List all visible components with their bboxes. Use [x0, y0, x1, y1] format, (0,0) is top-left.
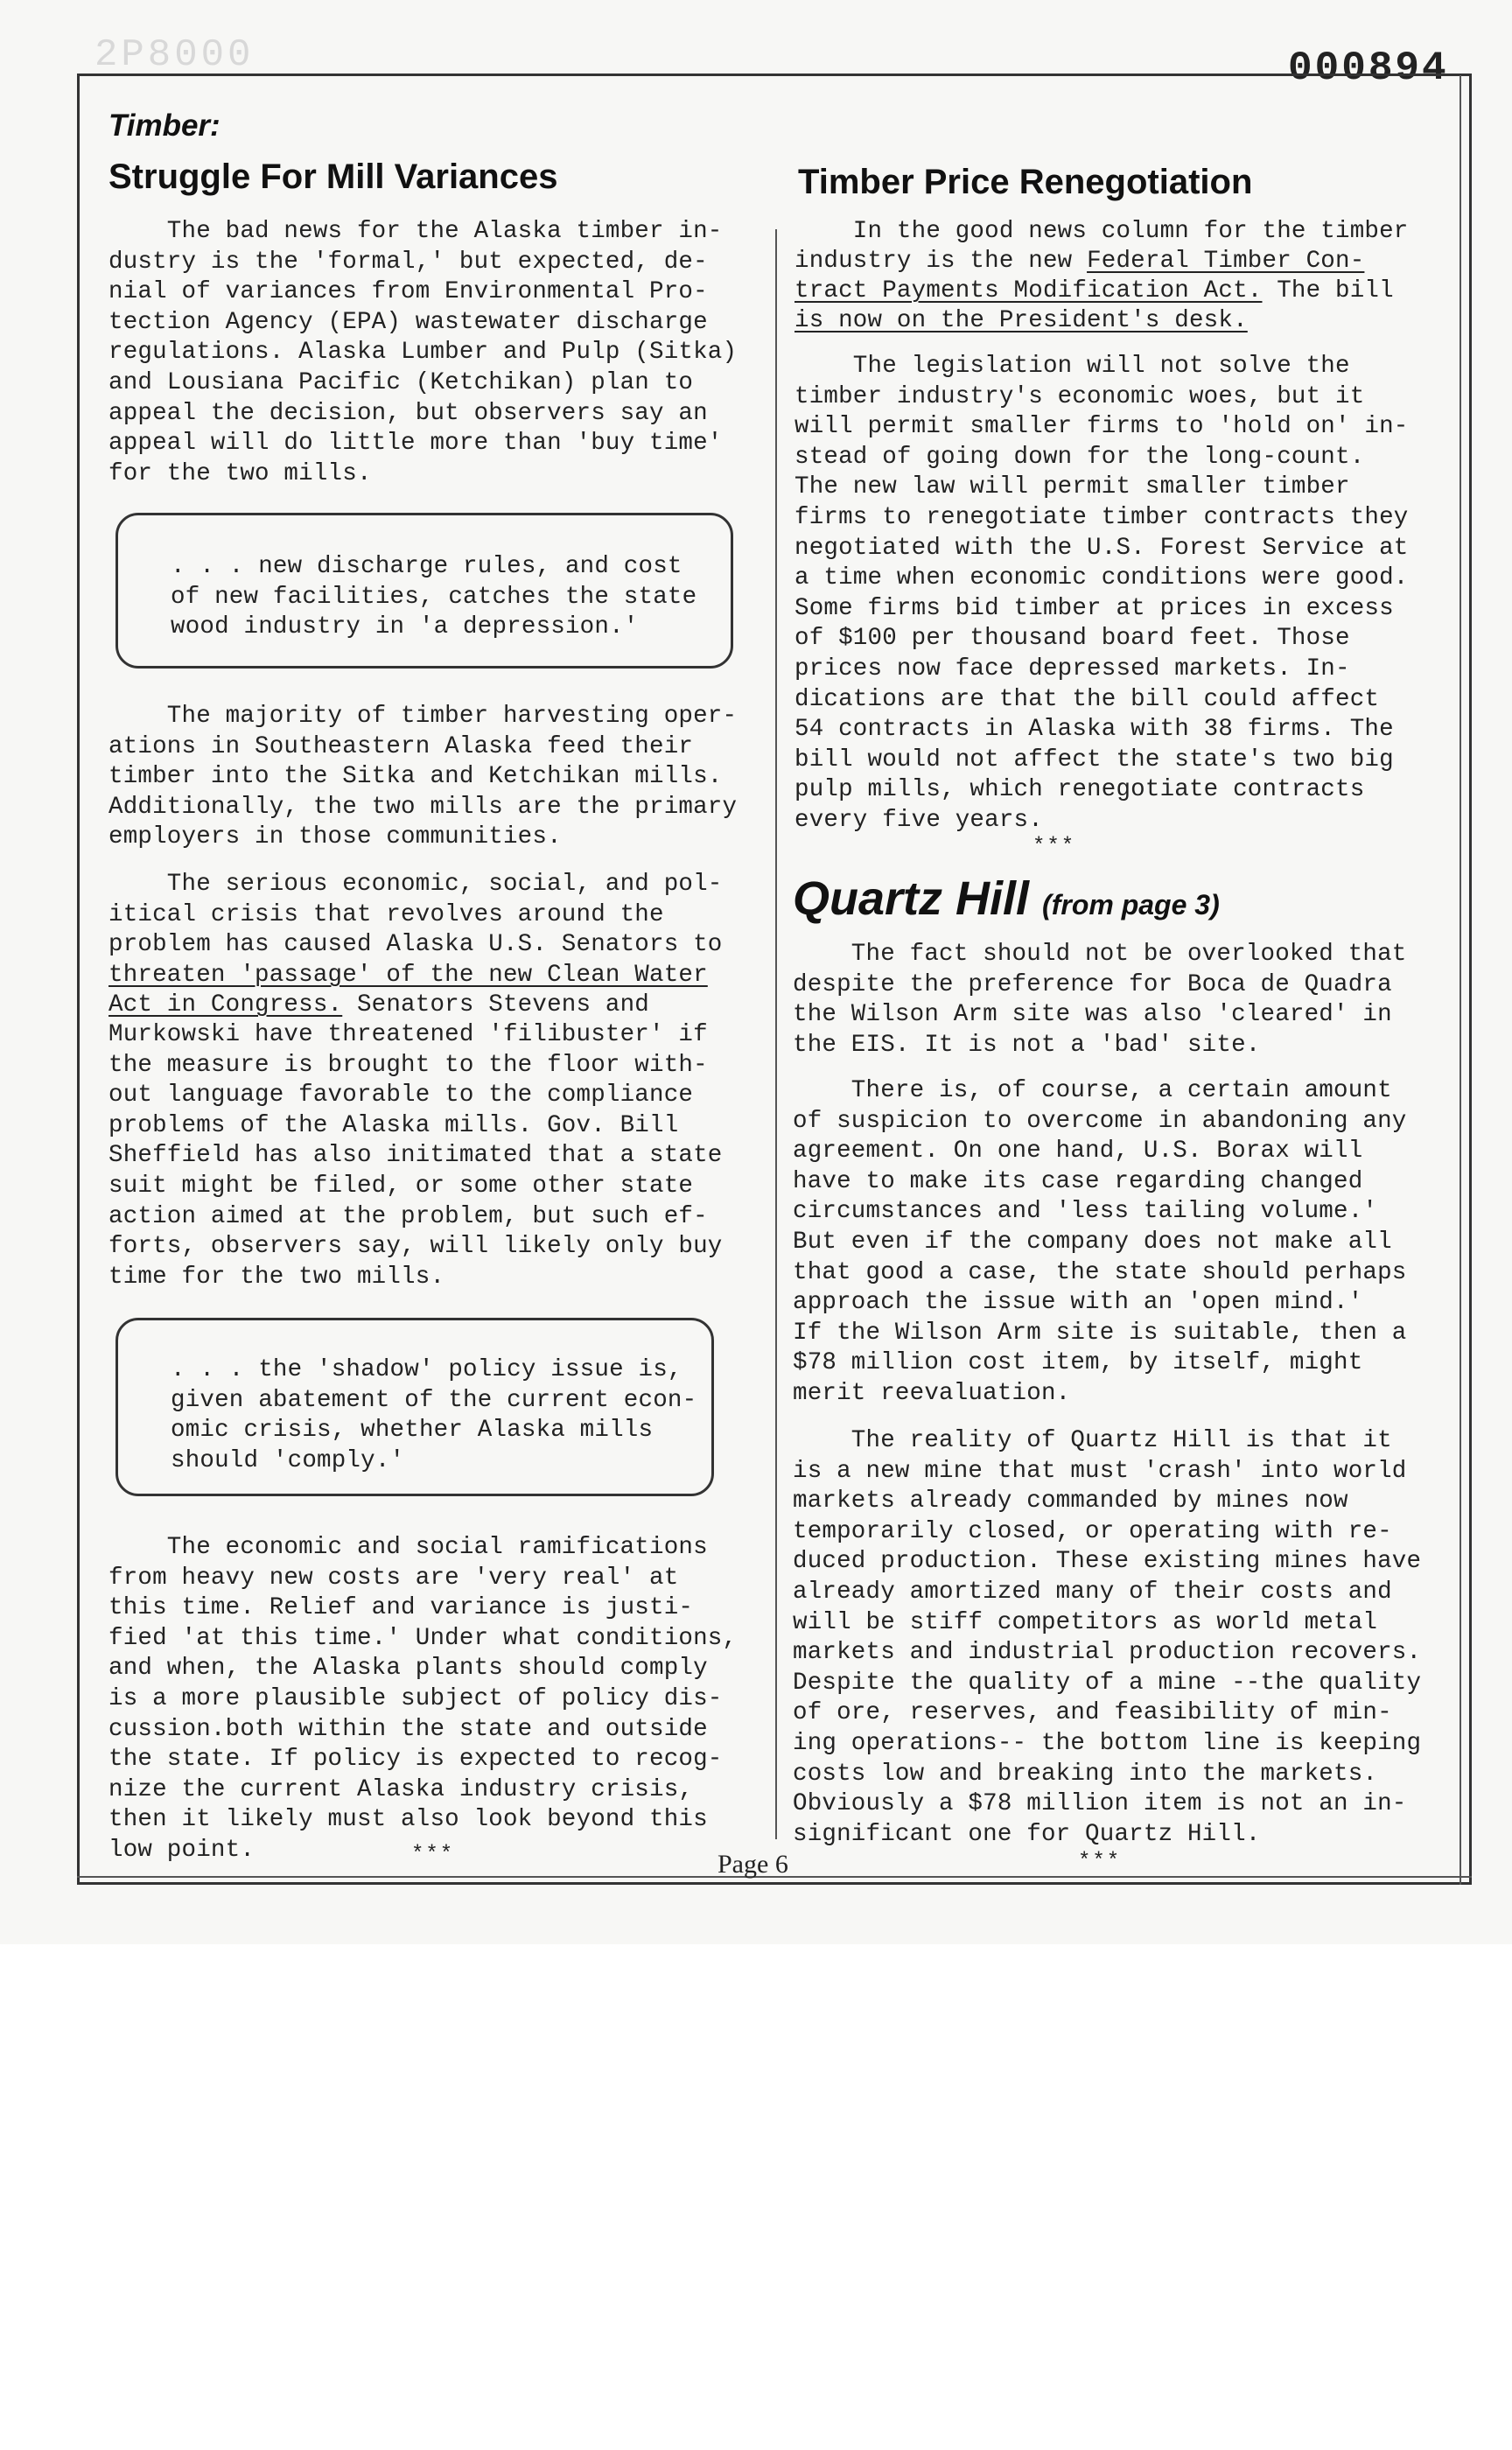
right-para-1-line-3-suffix: The bill	[1262, 277, 1394, 304]
pull-quote-2	[116, 1318, 714, 1496]
column-divider	[775, 229, 777, 1839]
bates-number: 000894	[1288, 46, 1449, 91]
left-para-3-underlined-line	[108, 961, 708, 991]
faint-stamp: 2P8000	[94, 33, 255, 77]
left-para-1: The bad news for the Alaska timber in- dustry is the 'formal,' but expected, de- nial of variances from Environmental Pro- tection Agency (EPA) wastewater discharge regulations. Alaska Lumber and Pulp (Sitka) and Lousiana Pacific (Ketchikan) plan to appeal the decision, but observers say an appeal will do little more than 'buy time' for the two mills.	[108, 218, 738, 487]
right-para-1-line-1: In the good news column for the timber	[794, 218, 1409, 245]
right-para-1-line-2	[794, 247, 1364, 277]
right-para-1-line-4	[794, 306, 1248, 337]
quartz-para-2: There is, of course, a certain amount of suspicion to overcome in abandoning any agreement. On one hand, U.S. Borax will have to make its case regarding changed circumstances and 'less tailing volume.' But even if the company does not make all that good a case, the state should perhaps approach the issue with an 'open mind.' If the Wilson Arm site is suitable, then a $78 million cost item, by itself, might merit reevaluation.	[793, 1077, 1407, 1407]
clean-water-act-underline-1: threaten 'passage' of the new Clean Water	[108, 962, 708, 989]
left-end-mark: ***	[411, 1843, 455, 1866]
left-headline: Struggle For Mill Variances	[108, 158, 558, 196]
page-number: Page 6	[718, 1850, 788, 1879]
right-para-2: The legislation will not solve the timber industry's economic woes, but it will permit smaller firms to 'hold on' in- stead of going down for the long-count. The new law will permit smaller timber firms to renegotiate timber contracts they negotiated with the U.S. Forest Service at a time when economic conditions were good. Some firms bid timber at prices in excess of $100 per thousand board feet. Those prices now face depressed markets. In- dications are that the bill could affect 54 contracts in Alaska with 38 firms. The bill would not affect the state's two big pulp mills, which renegotiate contracts every five years.	[794, 353, 1409, 834]
timber-act-underline-2: tract Payments Modification Act.	[794, 277, 1263, 304]
right-para-1-line-2-prefix: industry is the new	[794, 248, 1088, 275]
right-headline-2	[793, 872, 1220, 926]
pull-quote-2-text: . . . the 'shadow' policy issue is, given abatement of the current econ- omic crisis, whether Alaska mills should 'comply.'	[171, 1356, 697, 1474]
left-para-3-end: Murkowski have threatened 'filibuster' if the measure is brought to the floor with- out language favorable to the compliance problems of the Alaska mills. Gov. Bill Sheffield has also initimated that a state suit might be filed, or some other state action aimed at the problem, but such ef- forts, observers say, will likely only buy time for the two mills.	[108, 1021, 723, 1291]
clean-water-act-underline-2: Act in Congress.	[108, 991, 343, 1018]
quartz-para-1: The fact should not be overlooked that despite the preference for Boca de Quadra the Wilson Arm site was also 'cleared' in the EIS. It is not a 'bad' site.	[793, 941, 1407, 1059]
left-para-3-mixed-line	[108, 990, 649, 1021]
quartz-hill-subtitle: (from page 3)	[1042, 889, 1220, 920]
left-para-3-after-underline: Senators Stevens and	[342, 991, 650, 1018]
left-para-4: The economic and social ramifications from heavy new costs are 'very real' at this time. Relief and variance is justi- fied 'at this time.' Under what conditions, and when, the Alaska plants should comply is a more plausible subject of policy dis- cussion.both within the state and outside the state. If policy is expected to recog- nize the current Alaska industry crisis, then it likely must also look beyond this low point.	[108, 1534, 738, 1864]
left-para-2: The majority of timber harvesting oper- ations in Southeastern Alaska feed their timber into the Sitka and Ketchikan mills. Additionally, the two mills are the primary employers in those communities.	[108, 703, 738, 851]
frame-double-line-right	[1460, 75, 1461, 1885]
right-1-end-mark: ***	[1032, 835, 1076, 858]
timber-act-underline-1: Federal Timber Con-	[1087, 248, 1365, 275]
right-2-end-mark: ***	[1078, 1850, 1122, 1873]
timber-act-underline-3: is now on the President's desk.	[794, 307, 1248, 334]
pull-quote-1-text: . . . new discharge rules, and cost of new facilities, catches the state wood industry in 'a depression.'	[171, 553, 697, 641]
pull-quote-1	[116, 513, 733, 668]
right-para-1-line-3	[794, 276, 1394, 307]
right-headline-1: Timber Price Renegotiation	[798, 163, 1253, 201]
quartz-para-3: The reality of Quartz Hill is that it is a new mine that must 'crash' into world markets already commanded by mines now temporarily closed, or operating with re- duced production. These existing mines have already amortized many of their costs and will be stiff competitors as world metal markets and industrial production recovers. Despite the quality of a mine --the quality of ore, reserves, and feasibility of min- ing operations-- the bottom line is keeping costs low and breaking into the markets. Obviously a $78 million item is not an in- significant one for Quartz Hill.	[793, 1427, 1422, 1848]
left-para-3-start: The serious economic, social, and pol- itical crisis that revolves around the problem has caused Alaska U.S. Senators to	[108, 871, 723, 959]
quartz-hill-title: Quartz Hill	[793, 872, 1030, 925]
section-tag: Timber:	[108, 108, 220, 143]
